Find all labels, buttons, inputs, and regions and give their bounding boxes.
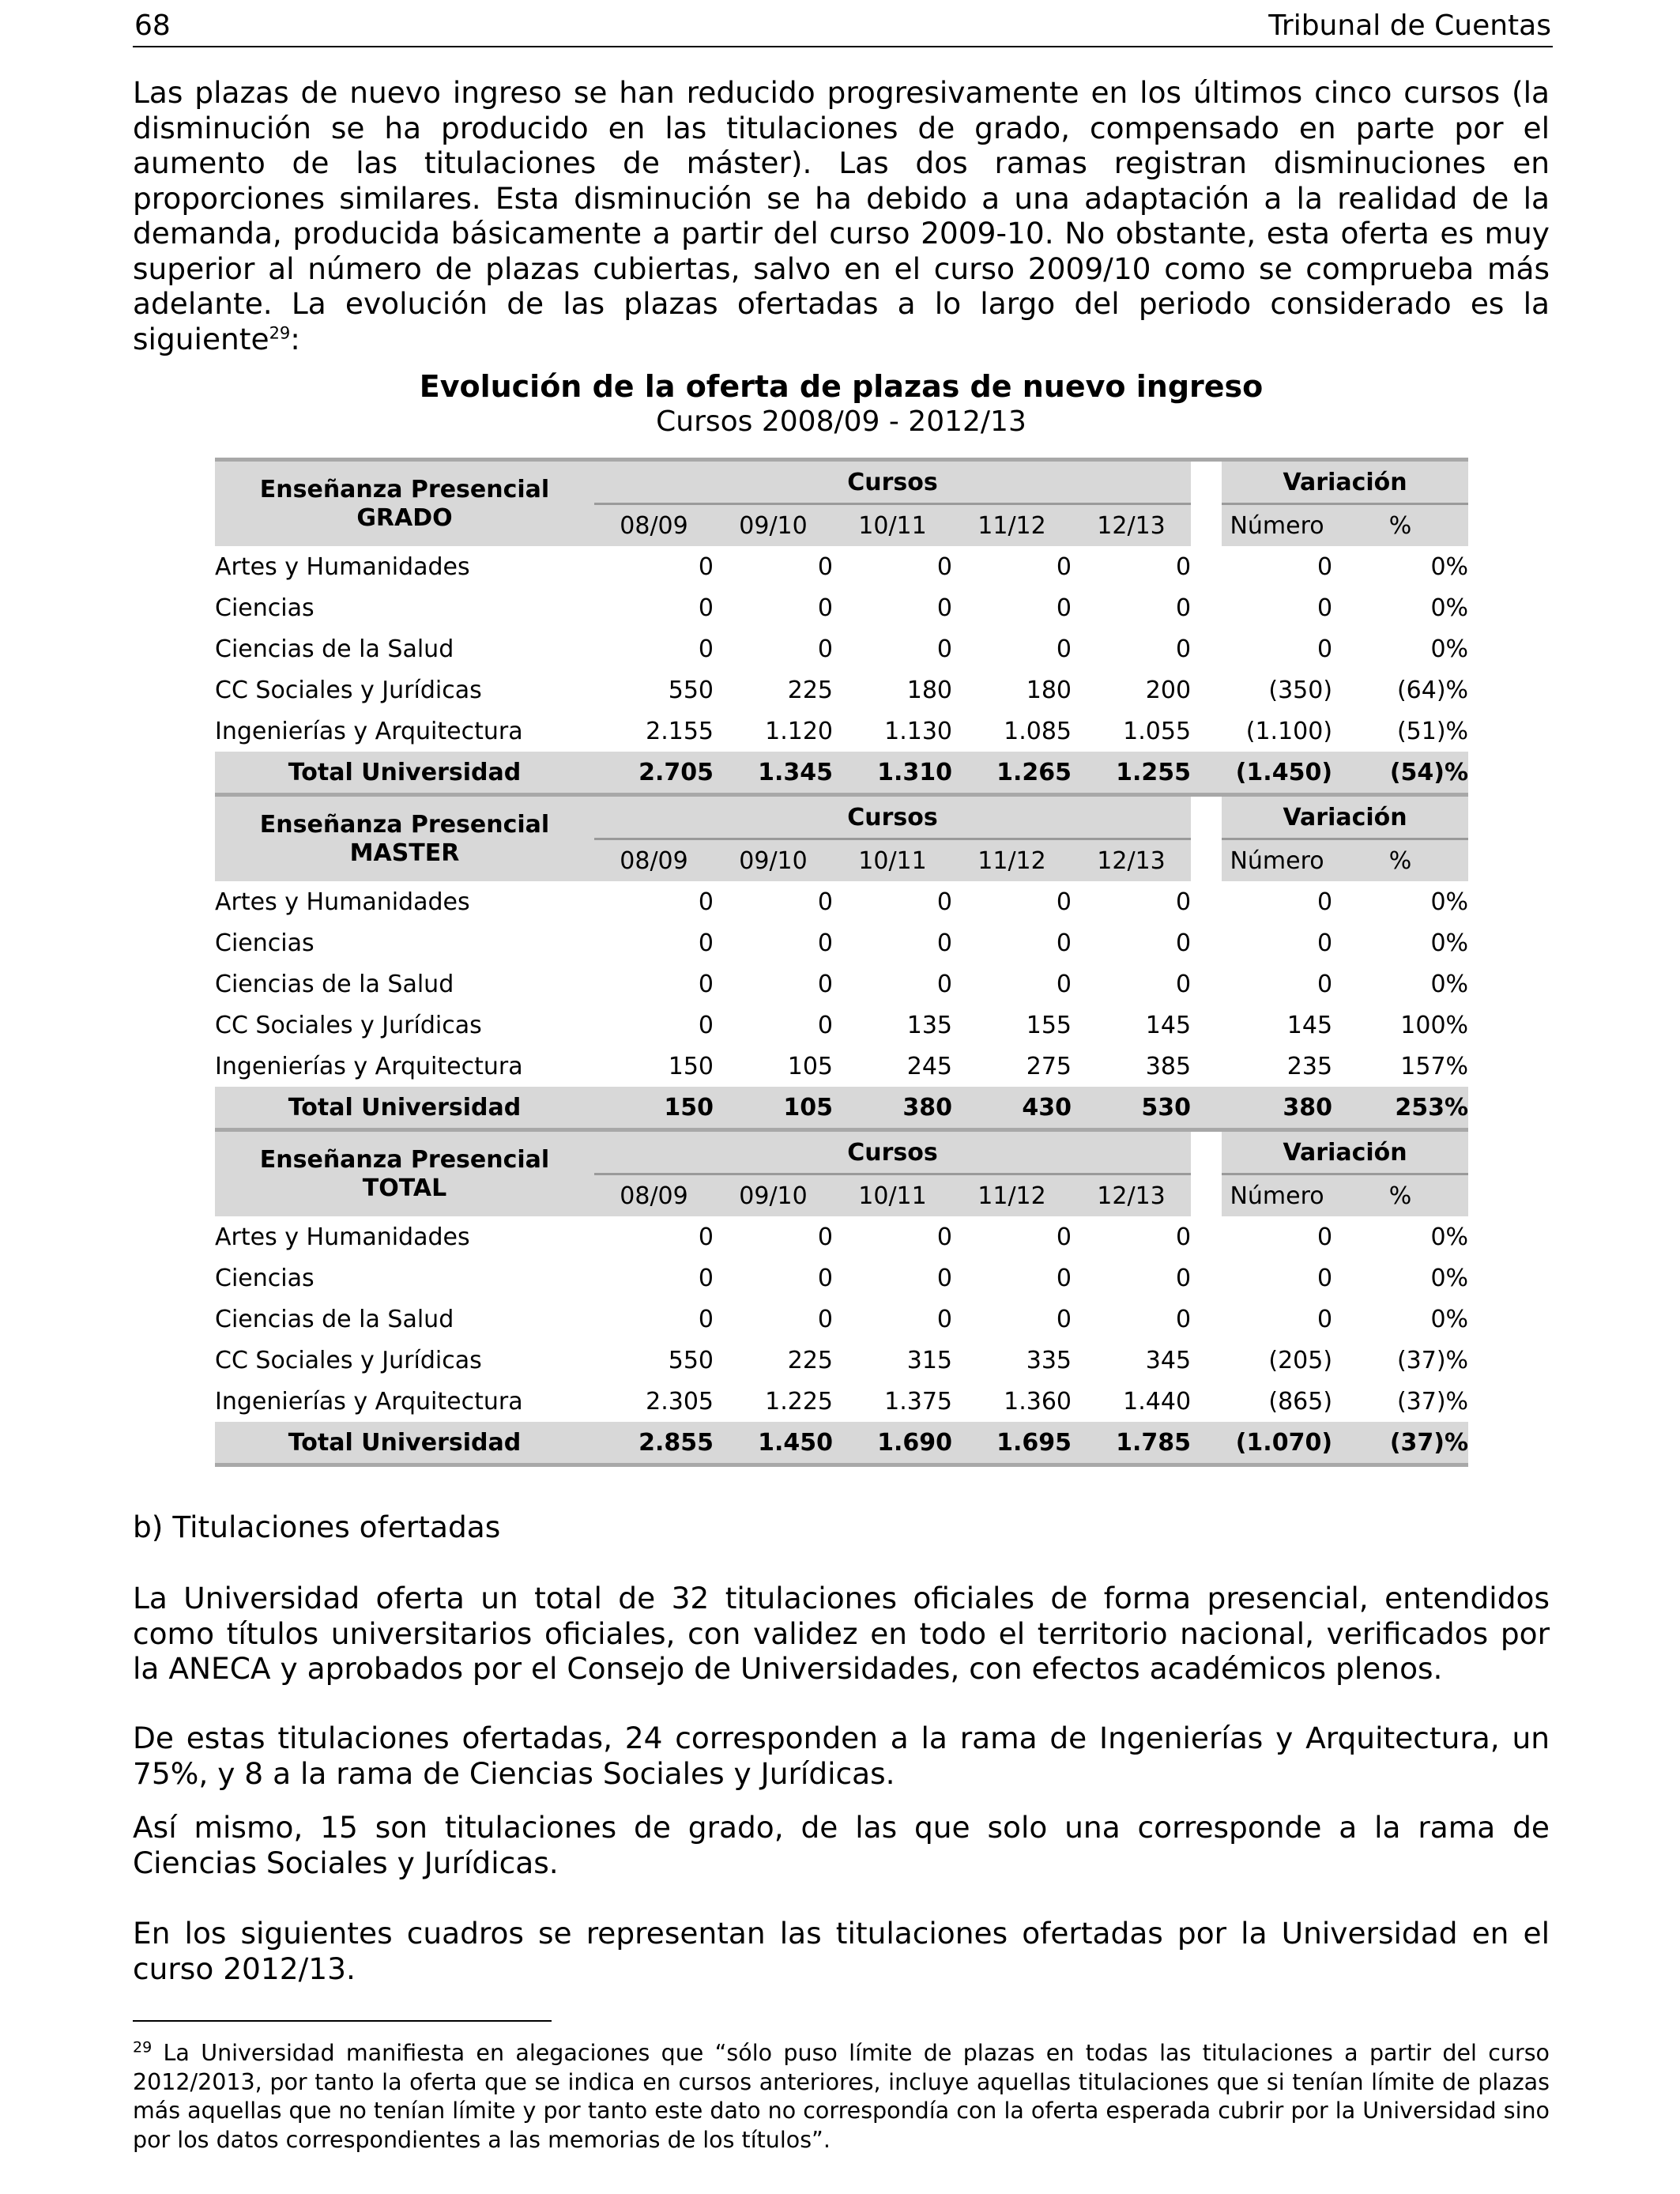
header-gap	[1191, 1174, 1222, 1217]
variacion-group-header: Variación	[1222, 1130, 1468, 1174]
value-cell: 0	[698, 635, 714, 663]
year-header: 09/10	[714, 504, 833, 547]
value-cell: 1.360	[1004, 1387, 1072, 1416]
value-cell: 0	[1056, 929, 1072, 957]
value-cell: 0	[936, 635, 952, 663]
total-value: 150	[594, 1087, 714, 1130]
header-gap	[1191, 839, 1222, 882]
section-title-line1: Enseñanza Presencial	[259, 1145, 550, 1174]
total-value: 1.310	[833, 752, 952, 795]
value-cell: 0	[698, 552, 714, 581]
intro-text: Las plazas de nuevo ingreso se han reducido progresivamente en los últimos cinco cursos (la disminución se ha producido en las titulaciones de grado, compensado en parte por el aumento de las titulaciones de máster). Las dos ramas registran disminuciones en proporciones similares. Esta disminución se ha debido a una adaptación a la realidad de la demanda, producida básicamente a partir del curso 2009-10. No obstante, esta oferta es muy superior al número de plazas cubiertas, salvo en el curso 2009/10 como se comprueba más adelante. La evolución de las plazas ofertadas a lo largo del periodo considerado es la siguiente	[133, 75, 1550, 356]
row-label: Ingenierías y Arquitectura	[215, 717, 523, 745]
spacer-cell	[1191, 1299, 1222, 1340]
spacer-cell	[1191, 1216, 1222, 1257]
total-value: 105	[714, 1087, 833, 1130]
variacion-group-header: Variación	[1222, 795, 1468, 839]
value-cell: 0	[936, 552, 952, 581]
value-cell: 0	[1175, 1264, 1192, 1292]
value-cell: 135	[906, 1011, 952, 1039]
header-gap	[1191, 504, 1222, 547]
page-header	[133, 6, 1553, 47]
row-label: CC Sociales y Jurídicas	[215, 1346, 482, 1374]
table-row	[215, 1381, 1468, 1422]
spacer-cell	[1191, 963, 1222, 1005]
value-cell: 0	[936, 929, 952, 957]
intro-tail: :	[290, 321, 300, 356]
footnote-separator	[133, 2020, 552, 2022]
year-header: 08/09	[594, 839, 714, 882]
value-cell: 225	[787, 676, 833, 704]
year-header: 11/12	[952, 1174, 1072, 1217]
year-header: 11/12	[952, 504, 1072, 547]
spacer-cell	[1191, 922, 1222, 963]
row-label: CC Sociales y Jurídicas	[215, 676, 482, 704]
value-cell: 0	[817, 594, 833, 622]
variation-number: 235	[1286, 1052, 1333, 1080]
variation-number: (350)	[1268, 676, 1333, 704]
spacer-cell	[1191, 669, 1222, 711]
spacer-cell	[1191, 711, 1222, 752]
value-cell: 0	[817, 1223, 833, 1251]
value-cell: 0	[817, 1011, 833, 1039]
year-header: 11/12	[952, 839, 1072, 882]
numero-header: Número	[1222, 839, 1332, 882]
variation-number: (205)	[1268, 1346, 1333, 1374]
numero-header: Número	[1222, 1174, 1332, 1217]
total-label: Total Universidad	[215, 1087, 594, 1130]
section-header-row	[215, 795, 1468, 839]
spacer-cell	[1191, 1005, 1222, 1046]
variation-pct: 0%	[1430, 635, 1469, 663]
year-header: 10/11	[833, 1174, 952, 1217]
value-cell: 0	[817, 635, 833, 663]
year-header: 12/13	[1072, 504, 1191, 547]
value-cell: 0	[698, 1264, 714, 1292]
value-cell: 335	[1026, 1346, 1072, 1374]
section-title-line1: Enseñanza Presencial	[259, 810, 550, 839]
value-cell: 315	[906, 1346, 952, 1374]
variation-pct: (37)%	[1396, 1387, 1469, 1416]
variation-pct: 100%	[1400, 1011, 1469, 1039]
total-value: 1.695	[952, 1422, 1072, 1465]
value-cell: 0	[936, 1264, 952, 1292]
section-b-heading: b) Titulaciones ofertadas	[133, 1510, 501, 1544]
spacer-cell	[1191, 587, 1222, 628]
total-label: Total Universidad	[215, 1422, 594, 1465]
spacer-cell	[1191, 752, 1222, 795]
paragraph-4: En los siguientes cuadros se representan las titulaciones ofertadas por la Universidad en el curso 2012/13.	[133, 1916, 1550, 1986]
table-subtitle: Cursos 2008/09 - 2012/13	[656, 405, 1026, 438]
value-cell: 0	[817, 1264, 833, 1292]
value-cell: 0	[1175, 1305, 1192, 1333]
value-cell: 1.130	[884, 717, 952, 745]
value-cell: 550	[668, 1346, 714, 1374]
total-label: Total Universidad	[215, 752, 594, 795]
table-row	[215, 669, 1468, 711]
total-row	[215, 1087, 1468, 1130]
total-row	[215, 1422, 1468, 1465]
value-cell: 145	[1145, 1011, 1192, 1039]
footnote-ref[interactable]: 29	[269, 323, 291, 342]
total-value: 1.450	[714, 1422, 833, 1465]
paragraph-3: Así mismo, 15 son titulaciones de grado, de las que solo una corresponde a la rama de Ciencias Sociales y Jurídicas.	[133, 1810, 1550, 1880]
pct-header: %	[1332, 839, 1468, 882]
variation-pct: 157%	[1400, 1052, 1469, 1080]
paragraph-2: De estas titulaciones ofertadas, 24 corresponden a la rama de Ingenierías y Arquitectura, un 75%, y 8 a la rama de Ciencias Sociales y Jurídicas.	[133, 1721, 1550, 1791]
value-cell: 0	[1056, 552, 1072, 581]
table-row	[215, 1257, 1468, 1299]
section-title	[215, 1130, 594, 1217]
row-label: Ciencias de la Salud	[215, 635, 454, 663]
header-gap	[1191, 460, 1222, 504]
value-cell: 345	[1145, 1346, 1192, 1374]
value-cell: 0	[817, 888, 833, 916]
table-row	[215, 881, 1468, 922]
row-label: Artes y Humanidades	[215, 1223, 470, 1251]
variation-pct: 0%	[1430, 970, 1469, 998]
total-value: 2.855	[594, 1422, 714, 1465]
table-title: Evolución de la oferta de plazas de nuevo ingreso	[419, 369, 1264, 404]
row-label: Ingenierías y Arquitectura	[215, 1387, 523, 1416]
total-variation-number: 380	[1222, 1087, 1332, 1130]
table-row	[215, 546, 1468, 587]
spacer-cell	[1191, 628, 1222, 669]
row-label: Ciencias	[215, 929, 315, 957]
year-header: 09/10	[714, 839, 833, 882]
value-cell: 0	[1175, 888, 1192, 916]
value-cell: 1.440	[1123, 1387, 1192, 1416]
numero-header: Número	[1222, 504, 1332, 547]
row-label: Ciencias	[215, 594, 315, 622]
year-header: 08/09	[594, 1174, 714, 1217]
spacer-cell	[1191, 1340, 1222, 1381]
variation-number: 0	[1317, 888, 1333, 916]
variation-number: 145	[1286, 1011, 1333, 1039]
value-cell: 155	[1026, 1011, 1072, 1039]
value-cell: 105	[787, 1052, 833, 1080]
value-cell: 0	[936, 970, 952, 998]
total-variation-number: (1.450)	[1222, 752, 1332, 795]
year-header: 10/11	[833, 839, 952, 882]
value-cell: 0	[936, 1305, 952, 1333]
row-label: CC Sociales y Jurídicas	[215, 1011, 482, 1039]
year-header: 10/11	[833, 504, 952, 547]
value-cell: 0	[1056, 888, 1072, 916]
value-cell: 1.055	[1123, 717, 1192, 745]
table-row	[215, 922, 1468, 963]
total-variation-number: (1.070)	[1222, 1422, 1332, 1465]
value-cell: 0	[1175, 552, 1192, 581]
value-cell: 225	[787, 1346, 833, 1374]
year-header: 12/13	[1072, 1174, 1191, 1217]
variacion-group-header: Variación	[1222, 460, 1468, 504]
spacer-cell	[1191, 881, 1222, 922]
value-cell: 0	[817, 552, 833, 581]
value-cell: 550	[668, 676, 714, 704]
variation-pct: (51)%	[1396, 717, 1469, 745]
variation-number: 0	[1317, 552, 1333, 581]
variation-pct: 0%	[1430, 594, 1469, 622]
cursos-group-header: Cursos	[594, 1130, 1191, 1174]
table-row	[215, 711, 1468, 752]
footnote-text: La Universidad manifiesta en alegaciones que “sólo puso límite de plazas en todas las titulaciones a partir del curso 2012/2013, por tanto la oferta que se indica en cursos anteriores, incluye aquellas titulaciones que si tenían límite de plazas más aquellas que no tenían límite y por tanto este dato no correspondía con la oferta esperada cubrir por la Universidad sino por los datos correspondientes a las memorias de los títulos”.	[133, 2040, 1550, 2153]
value-cell: 0	[936, 888, 952, 916]
variation-pct: 0%	[1430, 929, 1469, 957]
section-title	[215, 460, 594, 547]
table-row	[215, 1005, 1468, 1046]
value-cell: 0	[698, 1011, 714, 1039]
total-value: 2.705	[594, 752, 714, 795]
year-header: 12/13	[1072, 839, 1191, 882]
value-cell: 180	[906, 676, 952, 704]
value-cell: 0	[817, 970, 833, 998]
section-header-row	[215, 1130, 1468, 1174]
row-label: Ciencias de la Salud	[215, 1305, 454, 1333]
offer-table	[215, 458, 1468, 1467]
spacer-cell	[1191, 1257, 1222, 1299]
row-label: Ciencias de la Salud	[215, 970, 454, 998]
table-row	[215, 628, 1468, 669]
total-variation-pct: 253%	[1332, 1087, 1468, 1130]
row-label: Artes y Humanidades	[215, 552, 470, 581]
table-row	[215, 1046, 1468, 1087]
pct-header: %	[1332, 504, 1468, 547]
variation-number: 0	[1317, 1223, 1333, 1251]
value-cell: 275	[1026, 1052, 1072, 1080]
value-cell: 0	[817, 929, 833, 957]
value-cell: 180	[1026, 676, 1072, 704]
value-cell: 1.085	[1004, 717, 1072, 745]
value-cell: 0	[1175, 929, 1192, 957]
value-cell: 0	[1175, 635, 1192, 663]
total-value: 1.690	[833, 1422, 952, 1465]
value-cell: 2.305	[646, 1387, 714, 1416]
total-value: 1.345	[714, 752, 833, 795]
pct-header: %	[1332, 1174, 1468, 1217]
variation-pct: (37)%	[1396, 1346, 1469, 1374]
table-row	[215, 1340, 1468, 1381]
value-cell: 0	[1056, 970, 1072, 998]
variation-pct: (64)%	[1396, 676, 1469, 704]
value-cell: 1.375	[884, 1387, 952, 1416]
total-value: 430	[952, 1087, 1072, 1130]
value-cell: 0	[1056, 1305, 1072, 1333]
footnote	[133, 2039, 1550, 2154]
table-row	[215, 587, 1468, 628]
header-title: Tribunal de Cuentas	[1268, 9, 1551, 42]
value-cell: 2.155	[646, 717, 714, 745]
value-cell: 0	[1056, 635, 1072, 663]
cursos-group-header: Cursos	[594, 460, 1191, 504]
total-value: 1.265	[952, 752, 1072, 795]
value-cell: 0	[698, 1305, 714, 1333]
value-cell: 0	[698, 888, 714, 916]
variation-number: (865)	[1268, 1387, 1333, 1416]
row-label: Artes y Humanidades	[215, 888, 470, 916]
spacer-cell	[1191, 1381, 1222, 1422]
row-label: Ingenierías y Arquitectura	[215, 1052, 523, 1080]
value-cell: 0	[1175, 970, 1192, 998]
value-cell: 0	[1056, 594, 1072, 622]
value-cell: 0	[817, 1305, 833, 1333]
value-cell: 0	[936, 594, 952, 622]
spacer-cell	[1191, 1046, 1222, 1087]
value-cell: 200	[1145, 676, 1192, 704]
spacer-cell	[1191, 1087, 1222, 1130]
table-row	[215, 1299, 1468, 1340]
value-cell: 0	[1175, 594, 1192, 622]
value-cell: 0	[1056, 1264, 1072, 1292]
value-cell: 0	[1056, 1223, 1072, 1251]
total-value: 380	[833, 1087, 952, 1130]
variation-number: 0	[1317, 929, 1333, 957]
value-cell: 1.120	[765, 717, 833, 745]
intro-paragraph	[133, 75, 1550, 356]
section-title-line2: TOTAL	[362, 1174, 447, 1202]
variation-pct: 0%	[1430, 888, 1469, 916]
value-cell: 245	[906, 1052, 952, 1080]
total-value: 1.255	[1072, 752, 1191, 795]
year-header: 08/09	[594, 504, 714, 547]
total-variation-pct: (37)%	[1332, 1422, 1468, 1465]
variation-number: 0	[1317, 1264, 1333, 1292]
section-title-line2: MASTER	[349, 839, 460, 867]
value-cell: 0	[698, 1223, 714, 1251]
variation-pct: 0%	[1430, 1223, 1469, 1251]
value-cell: 1.225	[765, 1387, 833, 1416]
total-variation-pct: (54)%	[1332, 752, 1468, 795]
section-title-line1: Enseñanza Presencial	[259, 475, 550, 503]
value-cell: 0	[698, 970, 714, 998]
cursos-group-header: Cursos	[594, 795, 1191, 839]
footnote-number: 29	[133, 2038, 153, 2056]
variation-number: 0	[1317, 970, 1333, 998]
value-cell: 0	[936, 1223, 952, 1251]
spacer-cell	[1191, 1422, 1222, 1465]
total-value: 530	[1072, 1087, 1191, 1130]
header-gap	[1191, 795, 1222, 839]
table-row	[215, 1216, 1468, 1257]
table-row	[215, 963, 1468, 1005]
variation-number: 0	[1317, 1305, 1333, 1333]
row-label: Ciencias	[215, 1264, 315, 1292]
header-gap	[1191, 1130, 1222, 1174]
page-number: 68	[134, 9, 171, 42]
variation-number: (1.100)	[1245, 717, 1333, 745]
variation-number: 0	[1317, 635, 1333, 663]
section-header-row	[215, 460, 1468, 504]
value-cell: 385	[1145, 1052, 1192, 1080]
variation-number: 0	[1317, 594, 1333, 622]
section-title-line2: GRADO	[356, 503, 453, 532]
paragraph-1: La Universidad oferta un total de 32 titulaciones oficiales de forma presencial, entendidos como títulos universitarios oficiales, con validez en todo el territorio nacional, verificados por la ANECA y aprobados por el Consejo de Universidades, con efectos académicos plenos.	[133, 1581, 1550, 1686]
variation-pct: 0%	[1430, 552, 1469, 581]
value-cell: 150	[668, 1052, 714, 1080]
variation-pct: 0%	[1430, 1305, 1469, 1333]
total-row	[215, 752, 1468, 795]
value-cell: 0	[1175, 1223, 1192, 1251]
value-cell: 0	[698, 929, 714, 957]
spacer-cell	[1191, 546, 1222, 587]
total-value: 1.785	[1072, 1422, 1191, 1465]
section-title	[215, 795, 594, 882]
variation-pct: 0%	[1430, 1264, 1469, 1292]
year-header: 09/10	[714, 1174, 833, 1217]
value-cell: 0	[698, 594, 714, 622]
